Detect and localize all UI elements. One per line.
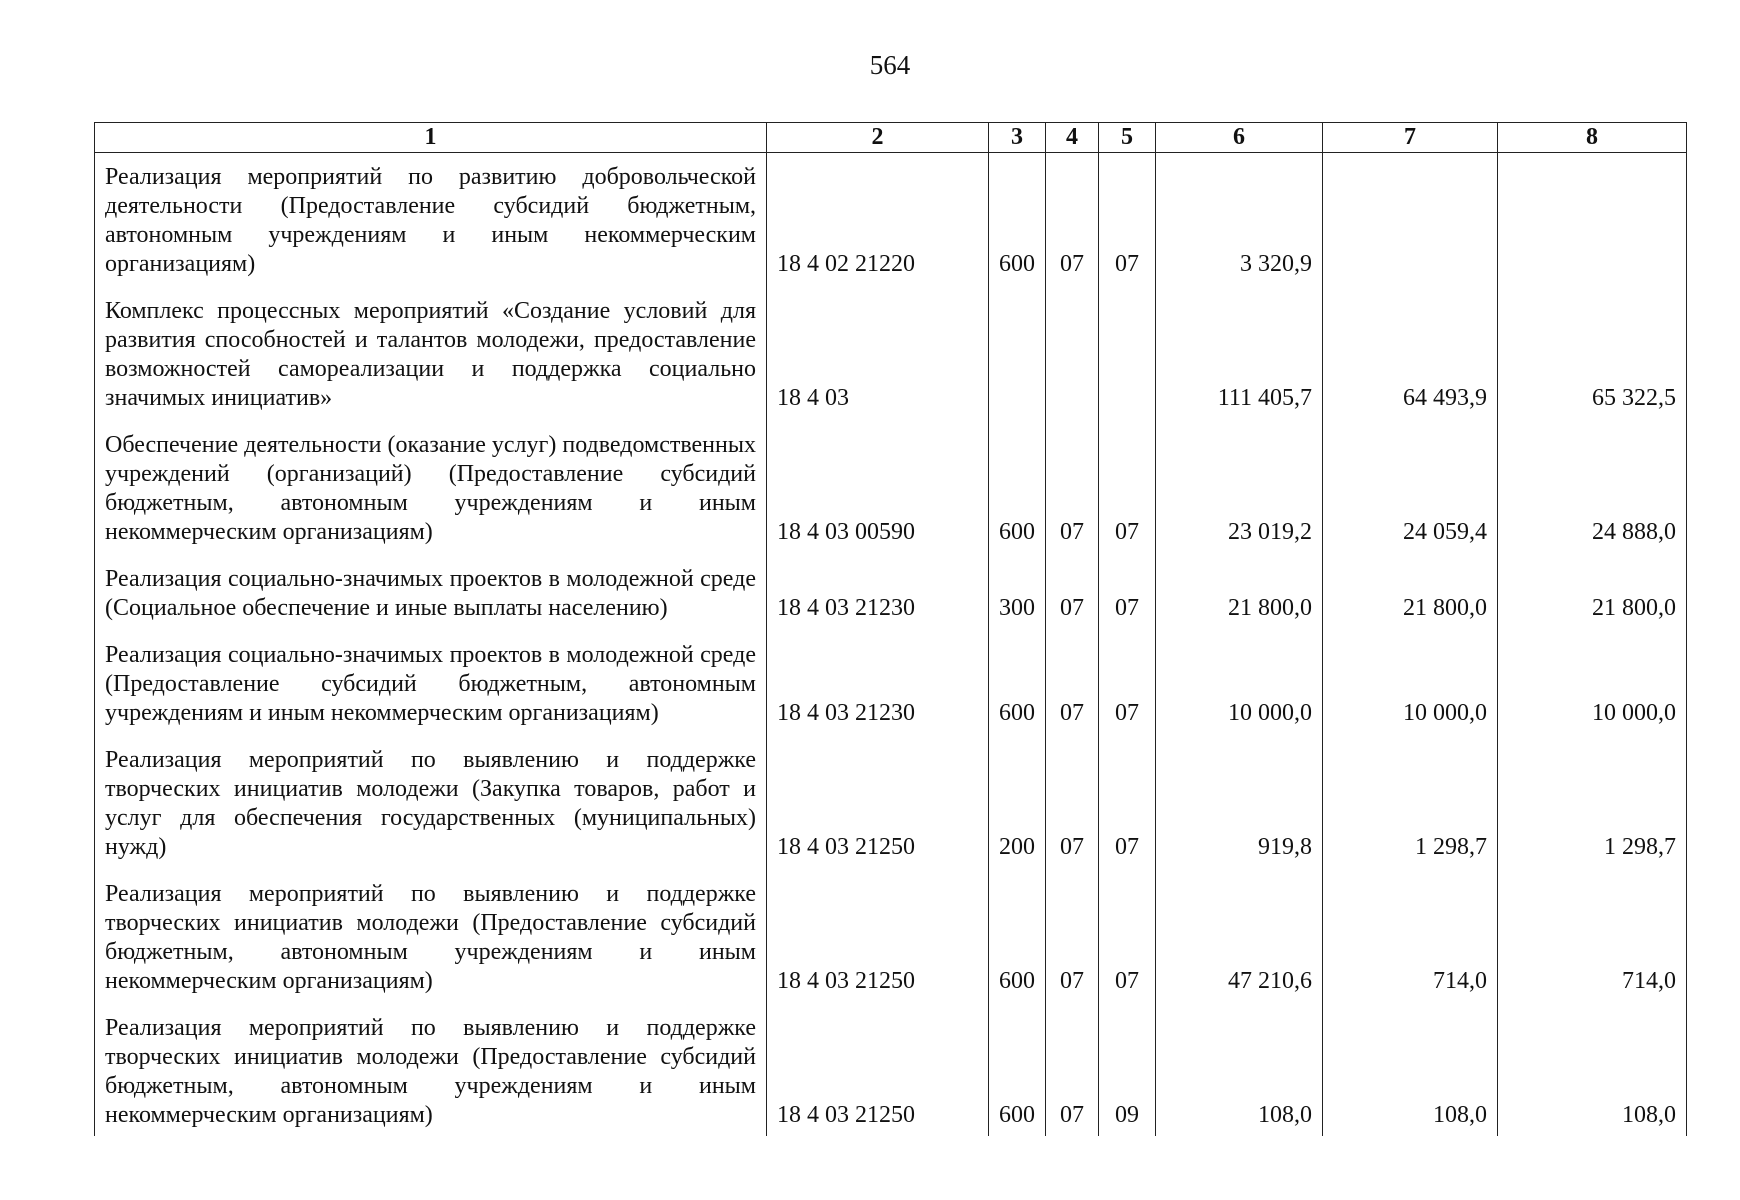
amount-col7: 108,0 <box>1323 1002 1498 1136</box>
amount-col8: 65 322,5 <box>1498 285 1687 419</box>
item-name: Комплекс процессных мероприятий «Создание условий для развития способностей и талантов молодежи, предоставление возможностей самореализации и поддержка социально значимых инициатив» <box>95 285 767 419</box>
subsection-code: 07 <box>1099 553 1156 629</box>
expense-type: 600 <box>989 153 1046 286</box>
amount-col8 <box>1498 153 1687 286</box>
item-name: Реализация мероприятий по выявлению и поддержке творческих инициатив молодежи (Предоставление субсидий бюджетным, автономным учреждениям и иным некоммерческим организациям) <box>95 868 767 1002</box>
table-row <box>95 285 1687 419</box>
table-row <box>95 1002 1687 1136</box>
table-body <box>95 153 1687 1137</box>
column-header-5: 5 <box>1099 123 1156 153</box>
budget-code: 18 4 02 21220 <box>767 153 989 286</box>
budget-code: 18 4 03 21230 <box>767 553 989 629</box>
section-code: 07 <box>1046 419 1099 553</box>
budget-code: 18 4 03 00590 <box>767 419 989 553</box>
column-header-7: 7 <box>1323 123 1498 153</box>
section-code <box>1046 285 1099 419</box>
item-name: Реализация мероприятий по развитию добровольческой деятельности (Предоставление субсидий бюджетным, автономным учреждениям и иным некоммерческим организациям) <box>95 153 767 286</box>
amount-col6: 21 800,0 <box>1156 553 1323 629</box>
section-code: 07 <box>1046 868 1099 1002</box>
amount-col6: 10 000,0 <box>1156 629 1323 734</box>
subsection-code: 07 <box>1099 419 1156 553</box>
column-header-8: 8 <box>1498 123 1687 153</box>
table-row <box>95 419 1687 553</box>
section-code: 07 <box>1046 1002 1099 1136</box>
table-row <box>95 734 1687 868</box>
subsection-code <box>1099 285 1156 419</box>
subsection-code: 07 <box>1099 629 1156 734</box>
column-header-4: 4 <box>1046 123 1099 153</box>
amount-col6: 919,8 <box>1156 734 1323 868</box>
budget-code: 18 4 03 21250 <box>767 734 989 868</box>
table-row <box>95 868 1687 1002</box>
section-code: 07 <box>1046 734 1099 868</box>
column-header-1: 1 <box>95 123 767 153</box>
expense-type: 600 <box>989 1002 1046 1136</box>
subsection-code: 07 <box>1099 868 1156 1002</box>
expense-type: 600 <box>989 419 1046 553</box>
section-code: 07 <box>1046 629 1099 734</box>
section-code: 07 <box>1046 153 1099 286</box>
amount-col8: 24 888,0 <box>1498 419 1687 553</box>
expense-type: 600 <box>989 868 1046 1002</box>
header-row <box>95 123 1687 153</box>
expense-type: 600 <box>989 629 1046 734</box>
subsection-code: 07 <box>1099 734 1156 868</box>
amount-col7: 714,0 <box>1323 868 1498 1002</box>
item-name: Реализация мероприятий по выявлению и поддержке творческих инициатив молодежи (Закупка товаров, работ и услуг для обеспечения государственных (муниципальных) нужд) <box>95 734 767 868</box>
amount-col8: 10 000,0 <box>1498 629 1687 734</box>
page-number: 564 <box>869 50 911 80</box>
expense-type: 300 <box>989 553 1046 629</box>
subsection-code: 07 <box>1099 153 1156 286</box>
table-row <box>95 153 1687 286</box>
amount-col7: 1 298,7 <box>1323 734 1498 868</box>
budget-table <box>94 122 1687 1136</box>
amount-col7 <box>1323 153 1498 286</box>
amount-col6: 108,0 <box>1156 1002 1323 1136</box>
amount-col7: 21 800,0 <box>1323 553 1498 629</box>
amount-col6: 3 320,9 <box>1156 153 1323 286</box>
table-row <box>95 629 1687 734</box>
expense-type <box>989 285 1046 419</box>
column-header-3: 3 <box>989 123 1046 153</box>
budget-code: 18 4 03 21250 <box>767 868 989 1002</box>
table-header <box>95 123 1687 153</box>
subsection-code: 09 <box>1099 1002 1156 1136</box>
item-name: Реализация социально-значимых проектов в молодежной среде (Предоставление субсидий бюджетным, автономным учреждениям и иным некоммерческим организациям) <box>95 629 767 734</box>
budget-code: 18 4 03 21250 <box>767 1002 989 1136</box>
amount-col8: 108,0 <box>1498 1002 1687 1136</box>
table-row <box>95 553 1687 629</box>
amount-col8: 21 800,0 <box>1498 553 1687 629</box>
amount-col6: 23 019,2 <box>1156 419 1323 553</box>
column-header-2: 2 <box>767 123 989 153</box>
column-header-6: 6 <box>1156 123 1323 153</box>
amount-col8: 1 298,7 <box>1498 734 1687 868</box>
amount-col7: 64 493,9 <box>1323 285 1498 419</box>
item-name: Обеспечение деятельности (оказание услуг) подведомственных учреждений (организаций) (Предоставление субсидий бюджетным, автономным учреждениям и иным некоммерческим организациям) <box>95 419 767 553</box>
amount-col7: 24 059,4 <box>1323 419 1498 553</box>
expense-type: 200 <box>989 734 1046 868</box>
item-name: Реализация социально-значимых проектов в молодежной среде (Социальное обеспечение и иные выплаты населению) <box>95 553 767 629</box>
amount-col6: 111 405,7 <box>1156 285 1323 419</box>
budget-code: 18 4 03 <box>767 285 989 419</box>
item-name: Реализация мероприятий по выявлению и поддержке творческих инициатив молодежи (Предоставление субсидий бюджетным, автономным учреждениям и иным некоммерческим организациям) <box>95 1002 767 1136</box>
budget-code: 18 4 03 21230 <box>767 629 989 734</box>
amount-col6: 47 210,6 <box>1156 868 1323 1002</box>
section-code: 07 <box>1046 553 1099 629</box>
amount-col7: 10 000,0 <box>1323 629 1498 734</box>
amount-col8: 714,0 <box>1498 868 1687 1002</box>
